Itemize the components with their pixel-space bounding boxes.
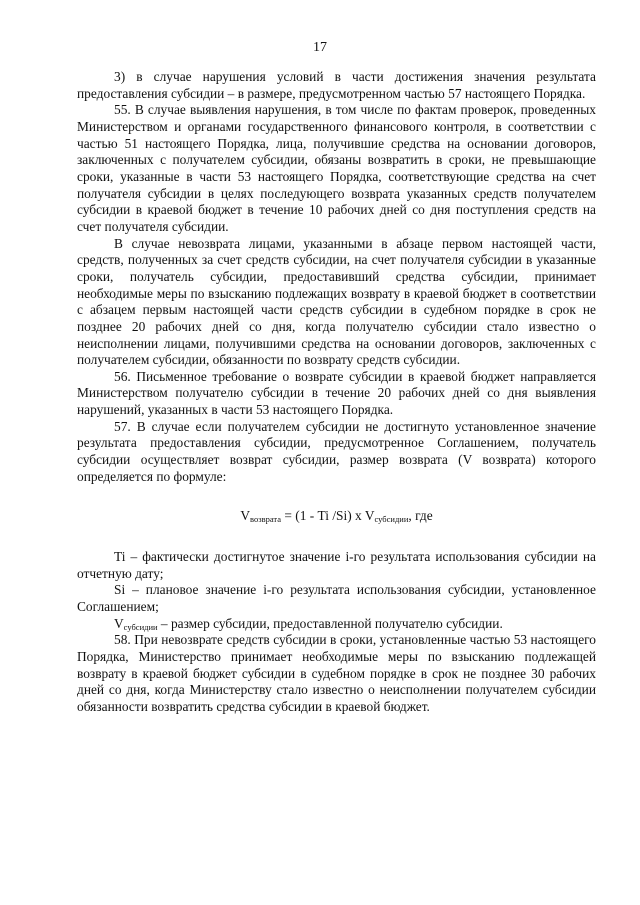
document-body bbox=[77, 69, 596, 716]
definition-v-text: – размер субсидии, предоставленной получателю субсидии. bbox=[157, 615, 503, 631]
paragraph-54-3: 3) в случае нарушения условий в части достижения значения результата предоставления субсидии – в размере, предусмотренном частью 57 настоящего Порядка. bbox=[77, 69, 596, 101]
definition-v-subsidy bbox=[77, 616, 596, 633]
formula-v-subsidy-symbol: V bbox=[364, 508, 375, 524]
page-number: 17 bbox=[313, 40, 327, 55]
paragraph-55-nonreturn: В случае невозврата лицами, указанными в абзаце первом настоящей части, средств, полученных за счет средств субсидии, на счет получателя субсидии в указанные сроки, получатель субсидии, предоставивший средства субсидии, принимает необходимые меры по взысканию подлежащих возврату в краевой бюджет в соответствии с абзацем первым настоящей части средств субсидии в судебном порядке в срок не позднее 20 рабочих дней со дня, когда получателю субсидии стало известно о неисполнении лицами, получившими средства на основании договоров, заключенных с получателем субсидии, обязанности по возврату средств субсидии. bbox=[77, 235, 596, 368]
formula-expression: = (1 - Ti /Si) x bbox=[280, 508, 365, 524]
definition-v-subscript: субсидии bbox=[123, 621, 158, 632]
definition-si: Si – плановое значение i-го результата использования субсидии, установленное Соглашением; bbox=[77, 582, 596, 615]
paragraph-55: 55. В случае выявления нарушения, в том числе по фактам проверок, проведенных Министерством и органами государственного финансового контроля, в соответствии с частью 51 настоящего Порядка, лица, получившие средства на основании договоров, заключенных с получателем субсидии, обязаны возвратить в сроки, не превышающие сроки, указанные в части 53 настоящего Порядка, соответствующие средства на счет получателя субсидии в целях последующего возврата указанных средств получателем субсидии в краевой бюджет в течение 10 рабочих дней со дня поступления средств на счет получателя субсидии. bbox=[77, 102, 596, 234]
return-formula bbox=[77, 508, 596, 525]
formula-v-return-symbol: V bbox=[240, 508, 250, 524]
definition-ti: Ti – фактически достигнутое значение i-го результата использования субсидии на отчетную дату; bbox=[77, 549, 596, 581]
formula-v-return-subscript: возврата bbox=[250, 514, 281, 525]
paragraph-58: 58. При невозврате средств субсидии в сроки, установленные частью 53 настоящего Порядка, Министерство принимает необходимые меры по взысканию подлежащей возврату в краевой бюджет субсидии в судебном порядке в срок не позднее 30 рабочих дней со дня, когда Министерству стало известно о неисполнении получателем субсидии обязанности возвратить средства субсидии в краевой бюджет. bbox=[77, 632, 596, 714]
paragraph-56: 56. Письменное требование о возврате субсидии в краевой бюджет направляется Министерством получателю субсидии в течение 20 рабочих дней со дня выявления нарушений, указанных в части 53 настоящего Порядка. bbox=[77, 368, 596, 418]
formula-tail: , где bbox=[408, 508, 433, 524]
definition-v-symbol: V bbox=[114, 615, 124, 631]
paragraph-57: 57. В случае если получателем субсидии не достигнуто установленное значение результата предоставления субсидии, предусмотренное Соглашением, получатель субсидии осуществляет возврат субсидии, размер возврата (V возврата) которого определяется по формуле: bbox=[77, 418, 596, 484]
formula-v-subsidy-subscript: субсидии bbox=[374, 514, 409, 525]
